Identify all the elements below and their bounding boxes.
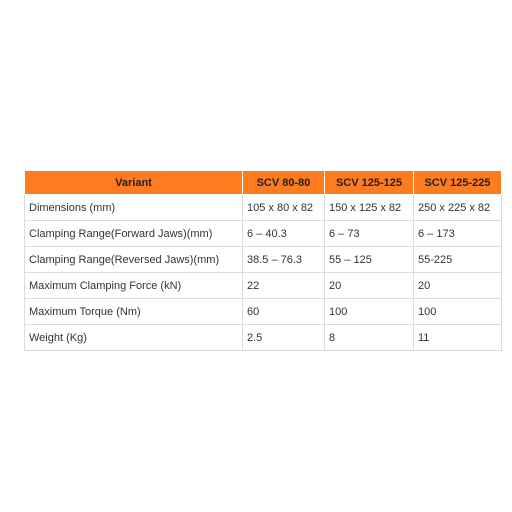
row-label: Clamping Range(Reversed Jaws)(mm) [25,247,243,273]
cell-value: 55-225 [414,247,502,273]
cell-value: 250 x 225 x 82 [414,195,502,221]
header-row [25,171,502,195]
cell-value: 11 [414,325,502,351]
cell-value: 8 [325,325,414,351]
cell-value: 22 [243,273,325,299]
spec-table [24,170,502,351]
table-row [25,273,502,299]
table-row [25,195,502,221]
table-header [25,171,502,195]
row-label: Clamping Range(Forward Jaws)(mm) [25,221,243,247]
header-scv-125-225: SCV 125-225 [414,171,502,195]
cell-value: 38.5 – 76.3 [243,247,325,273]
cell-value: 100 [414,299,502,325]
cell-value: 20 [325,273,414,299]
header-scv-125-125: SCV 125-125 [325,171,414,195]
row-label: Weight (Kg) [25,325,243,351]
cell-value: 6 – 173 [414,221,502,247]
header-variant: Variant [25,171,243,195]
cell-value: 6 – 73 [325,221,414,247]
table-body [25,195,502,351]
table-row [25,221,502,247]
cell-value: 6 – 40.3 [243,221,325,247]
table-row [25,247,502,273]
header-scv-80-80: SCV 80-80 [243,171,325,195]
cell-value: 105 x 80 x 82 [243,195,325,221]
row-label: Maximum Clamping Force (kN) [25,273,243,299]
table-row [25,299,502,325]
cell-value: 100 [325,299,414,325]
row-label: Dimensions (mm) [25,195,243,221]
table-row [25,325,502,351]
cell-value: 55 – 125 [325,247,414,273]
cell-value: 20 [414,273,502,299]
row-label: Maximum Torque (Nm) [25,299,243,325]
cell-value: 2.5 [243,325,325,351]
cell-value: 150 x 125 x 82 [325,195,414,221]
cell-value: 60 [243,299,325,325]
